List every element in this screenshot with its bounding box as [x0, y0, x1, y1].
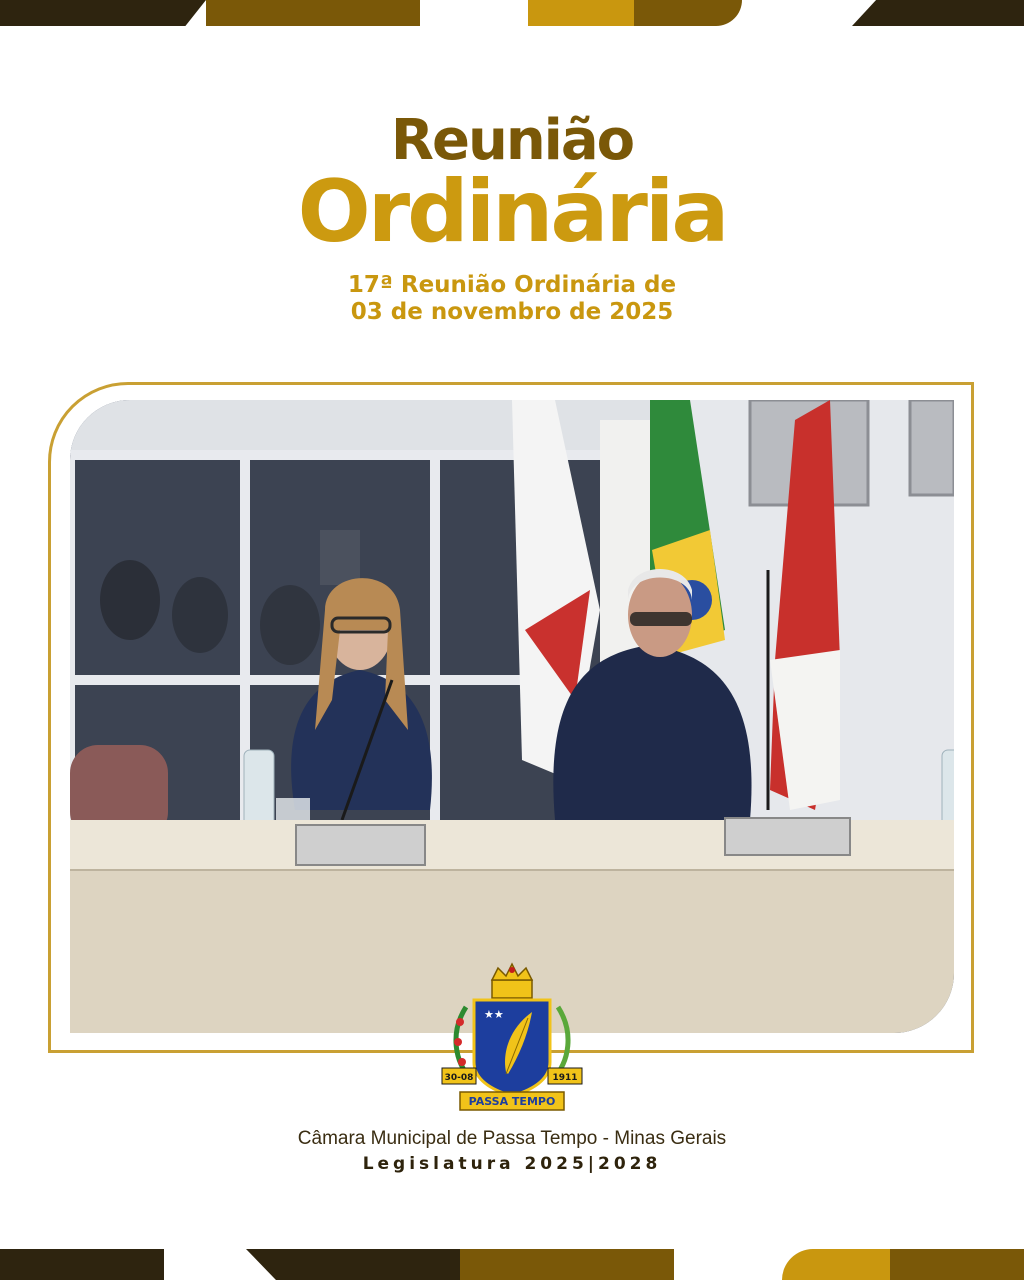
title-ordinaria: Ordinária [297, 162, 727, 262]
crest-right-date: 1911 [552, 1073, 578, 1083]
strip-segment [246, 1249, 460, 1280]
crest-banner-text: PASSA TEMPO [468, 1095, 556, 1108]
top-decorative-strip [0, 0, 1024, 26]
subtitle-line-1: 17ª Reunião Ordinária de [347, 272, 677, 298]
strip-segment [528, 0, 634, 26]
institution-name: Câmara Municipal de Passa Tempo - Minas Gerais [297, 1128, 727, 1149]
svg-text:★★: ★★ [484, 1008, 504, 1021]
subtitle-line-2: 03 de novembro de 2025 [350, 299, 674, 325]
title-reuniao: Reunião [390, 108, 634, 173]
strip-segment [206, 0, 420, 26]
strip-segment [634, 0, 742, 26]
municipal-coat-of-arms [436, 962, 588, 1114]
strip-segment [890, 1249, 1024, 1280]
municipal-coat-of-arms-icon [436, 962, 588, 1114]
bottom-decorative-strip [0, 1249, 1024, 1280]
council-session-photo [70, 400, 954, 1033]
meeting-subtitle [0, 272, 1024, 326]
legislature-label: Legislatura 2025|2028 [362, 1154, 662, 1174]
strip-segment [0, 0, 206, 26]
crest-left-date: 30-08 [444, 1073, 474, 1083]
strip-segment [460, 1249, 674, 1280]
strip-segment [852, 0, 1024, 26]
strip-segment [782, 1249, 890, 1280]
strip-segment [0, 1249, 164, 1280]
council-session-photo-icon [70, 400, 954, 1033]
